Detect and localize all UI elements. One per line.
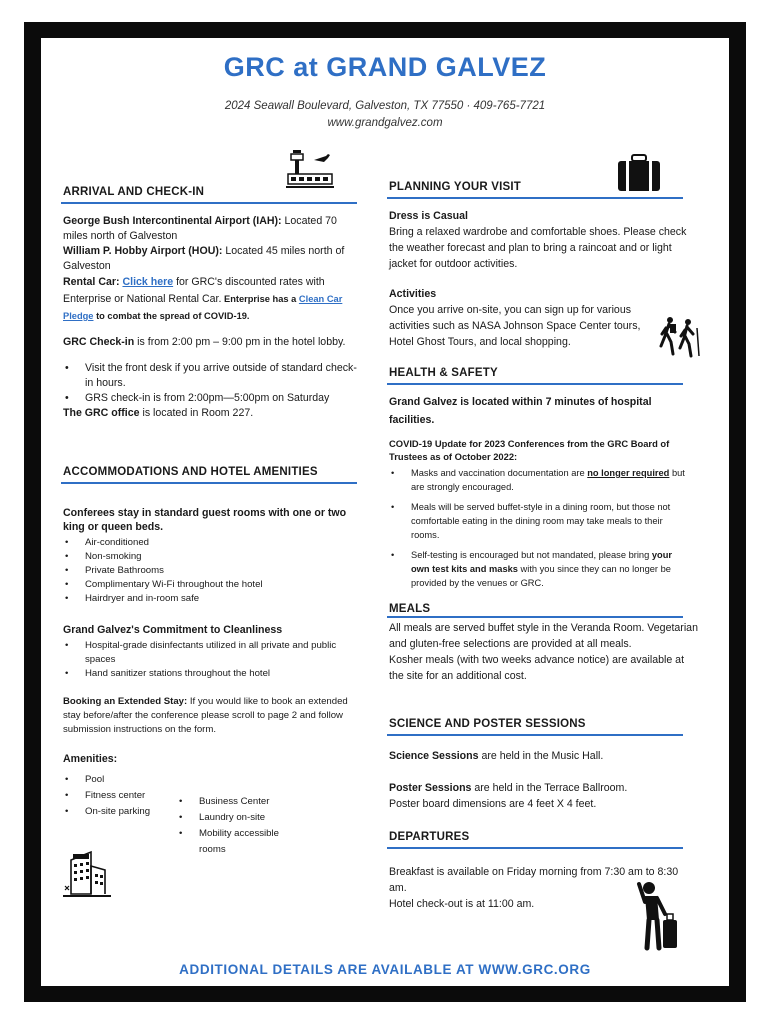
departures-text-1: Breakfast is available on Friday morning from 7:30 am to 8:30 am. <box>389 866 679 894</box>
office-info <box>63 406 357 421</box>
footer-text: ADDITIONAL DETAILS ARE AVAILABLE AT WWW.GRC.ORG <box>179 962 591 977</box>
rental-label: Rental Car: <box>63 276 120 288</box>
departures-rule <box>387 847 683 849</box>
list-item <box>389 466 689 494</box>
list-item: • Meals will be served buffet-style in a dining room, but those not comfortable eating in the dining room may take meals to their rooms. <box>389 500 689 542</box>
activities-text: Once you arrive on-site, you can sign up for various activities such as NASA Johnson Space Center tours, Hotel Ghost Tours, and local shopping. <box>389 304 641 348</box>
list-item: • Laundry on-site <box>177 810 307 826</box>
list-item: • Private Bathrooms <box>63 564 357 578</box>
planning-rule <box>387 197 683 199</box>
meals-body <box>389 620 699 684</box>
rental-rates-link[interactable]: Click here <box>122 276 174 288</box>
office-text: is located in Room 227. <box>139 407 254 419</box>
science-rule <box>387 734 683 736</box>
hikers-icon <box>659 316 701 358</box>
covid-item1-b: no longer required <box>587 468 670 478</box>
list-item: • Hand sanitizer stations throughout the hotel <box>63 667 357 681</box>
list-item: • On-site parking <box>63 804 173 820</box>
address-line: 2024 Seawall Boulevard, Galveston, TX 77550 · 409-765-7721 <box>224 100 546 112</box>
arrival-body <box>63 214 357 421</box>
covid-pledge-text: to combat the spread of COVID-19. <box>93 311 250 321</box>
accommodations-body <box>63 506 357 765</box>
suitcase-icon <box>617 154 661 192</box>
planning-body <box>389 208 699 350</box>
amenities-heading: Amenities: <box>63 753 118 765</box>
list-item: • Business Center <box>177 794 307 810</box>
hou-text: Located 45 miles north of Galveston <box>63 245 345 272</box>
covid-item3-b: your own test kits and masks <box>411 550 672 574</box>
science-label: Science Sessions <box>389 750 479 762</box>
hou-label: William P. Hobby Airport (HOU): <box>63 245 223 257</box>
checkin-info <box>63 334 357 351</box>
iah-text: Located 70 miles north of Galveston <box>63 215 337 242</box>
departures-heading: DEPARTURES <box>389 831 470 843</box>
accommodations-rule <box>61 482 357 484</box>
clean-car-pledge-link[interactable]: Clean Car Pledge <box>63 294 343 321</box>
covid-list <box>389 466 689 590</box>
hospital-text: Grand Galvez is located within 7 minutes of hospital facilities. <box>389 396 652 426</box>
list-item: • Complimentary Wi-Fi throughout the hotel <box>63 578 357 592</box>
checkin-text: is from 2:00 pm – 9:00 pm in the hotel lobby. <box>134 336 346 348</box>
checkin-label: GRC Check-in <box>63 336 135 348</box>
rental-info <box>63 274 357 325</box>
traveler-icon <box>633 880 683 952</box>
dress-text: Bring a relaxed wardrobe and comfortable shoes. Please check the weather forecast and plan to bring a raincoat and or light jacket for outdoor activities. <box>389 226 687 270</box>
health-heading: HEALTH & SAFETY <box>389 367 498 379</box>
checkin-list <box>63 361 357 406</box>
health-body <box>389 393 689 590</box>
dress-label: Dress is Casual <box>389 210 468 222</box>
list-item: • Fitness center <box>63 788 173 804</box>
list-item: • Pool <box>63 772 173 788</box>
rooms-heading: Conferees stay in standard guest rooms with one or two king or queen beds. <box>63 507 347 533</box>
iah-label: George Bush Intercontinental Airport (IAH): <box>63 215 282 227</box>
room-features-list <box>63 536 357 606</box>
poster-label: Poster Sessions <box>389 782 472 794</box>
hou-info <box>63 244 357 274</box>
covid-item1-c: but are strongly encouraged. <box>411 468 685 492</box>
covid-item1-a: Masks and vaccination documentation are <box>411 468 588 478</box>
list-item: • Non-smoking <box>63 550 357 564</box>
covid-item3-c: with you since they can no longer be provided by the venues or GRC. <box>411 564 671 588</box>
document-page <box>41 38 729 986</box>
covid-item3-a: Self-testing is encouraged but not mandated, please bring <box>411 550 652 560</box>
hotel-address <box>41 98 729 132</box>
hotel-icon <box>61 846 113 898</box>
list-item: • GRS check-in is from 2:00pm—5:00pm on Saturday <box>63 391 357 406</box>
list-item <box>389 548 689 590</box>
list-item: • Mobility accessible rooms <box>177 826 307 858</box>
meals-rule <box>387 616 683 618</box>
amenities-list-1 <box>63 772 173 820</box>
arrival-heading: ARRIVAL AND CHECK-IN <box>63 186 205 198</box>
cleanliness-heading: Grand Galvez's Commitment to Cleanliness <box>63 624 283 636</box>
rental-text: for GRC's discounted rates with Enterprise or National Rental Car. <box>63 276 325 305</box>
poster-text: are held in the Terrace Ballroom. <box>471 782 628 794</box>
page-title: GRC at GRAND GALVEZ <box>223 52 547 82</box>
extended-stay-info <box>63 695 357 737</box>
poster-sessions-info <box>389 780 699 796</box>
covid-heading: COVID-19 Update for 2023 Conferences from the GRC Board of Trustees as of October 2022: <box>389 438 670 462</box>
amenities-list-2 <box>177 794 307 858</box>
extended-text: If you would like to book an extended stay before/after the conference please scroll to page 2 and follow submission instructions on the form. <box>63 696 348 735</box>
meals-text-2: Kosher meals (with two weeks advance notice) are available at the site for an additional cost. <box>389 654 685 682</box>
meals-text-1: All meals are served buffet style in the Veranda Room. Vegetarian and gluten-free selections are provided at all meals. <box>389 622 698 650</box>
airport-icon <box>286 148 334 192</box>
departures-text-2: Hotel check-out is at 11:00 am. <box>389 898 535 910</box>
list-item: • Hairdryer and in-room safe <box>63 592 357 606</box>
science-sessions-info <box>389 748 699 764</box>
science-heading: SCIENCE AND POSTER SESSIONS <box>389 718 586 730</box>
list-item: • Hospital-grade disinfectants utilized in all private and public spaces <box>63 639 357 667</box>
accommodations-heading: ACCOMMODATIONS AND HOTEL AMENITIES <box>63 466 318 478</box>
health-rule <box>387 383 683 385</box>
enterprise-text: Enterprise has a <box>221 294 299 304</box>
science-text: are held in the Music Hall. <box>478 750 604 762</box>
meals-heading: MEALS <box>389 603 431 615</box>
list-item: • Visit the front desk if you arrive outside of standard check-in hours. <box>63 361 357 391</box>
iah-info <box>63 214 357 244</box>
science-body <box>389 748 699 812</box>
list-item: • Air-conditioned <box>63 536 357 550</box>
extended-label: Booking an Extended Stay: <box>63 696 188 707</box>
activities-label: Activities <box>389 288 437 300</box>
planning-heading: PLANNING YOUR VISIT <box>389 181 522 193</box>
website-line: www.grandgalvez.com <box>327 117 443 129</box>
arrival-rule <box>61 202 357 204</box>
cleanliness-list <box>63 639 357 681</box>
office-label: The GRC office <box>63 407 140 419</box>
poster-dimensions: Poster board dimensions are 4 feet X 4 feet. <box>389 798 597 810</box>
